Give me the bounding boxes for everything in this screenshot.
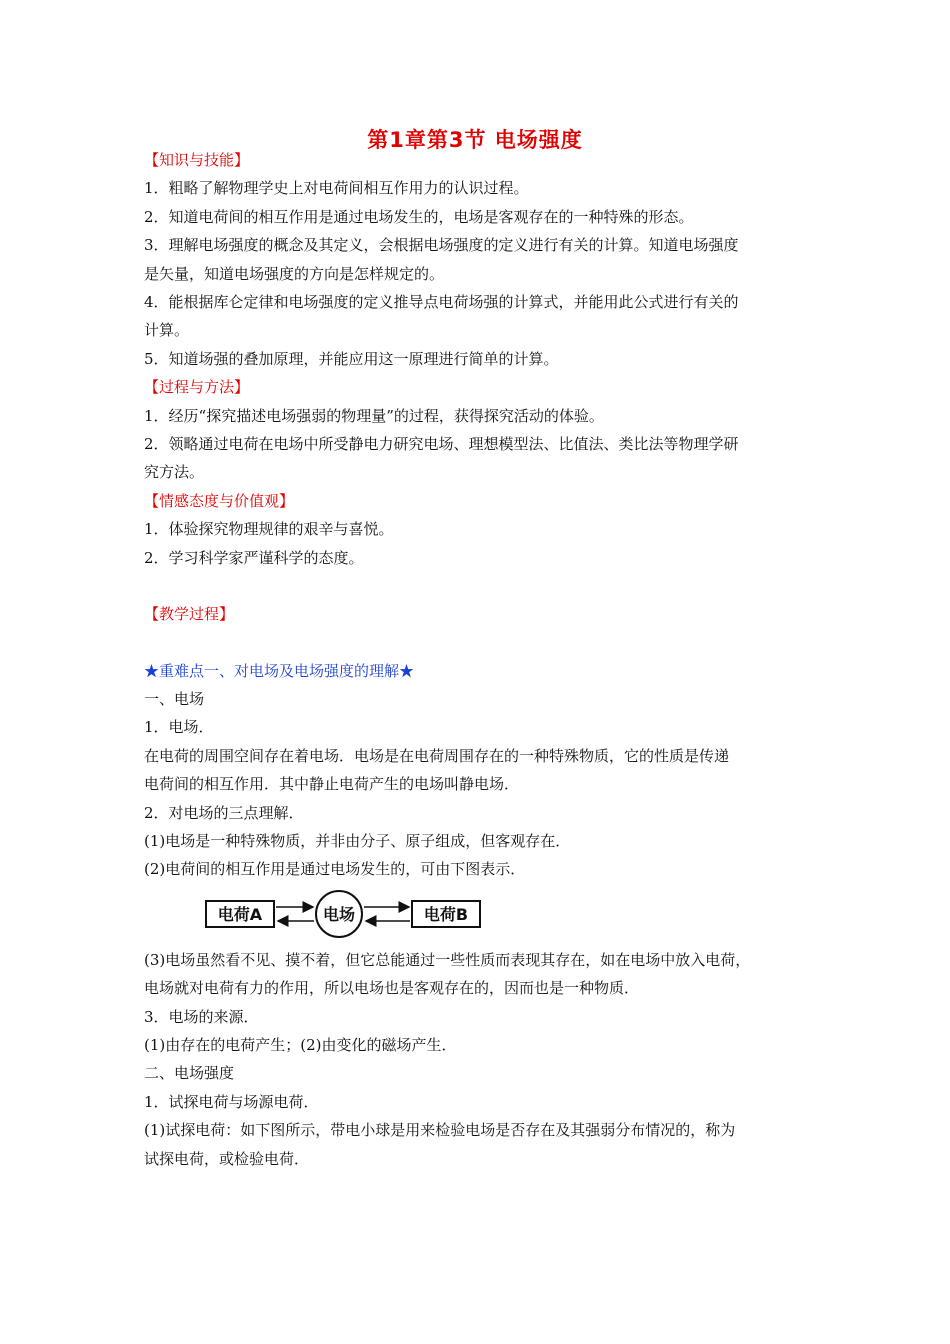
section-heading-knowledge: 【知识与技能】	[144, 151, 250, 169]
body-paragraph: 在电荷的周围空间存在着电场．电场是在电荷周围存在的一种特殊物质，它的性质是传递	[144, 746, 730, 765]
process-item: 2．领略通过电荷在电场中所受静电力研究电场、理想模型法、比值法、类比法等物理学研	[144, 435, 739, 454]
key-point-heading: ★重难点一、对电场及电场强度的理解★	[144, 661, 415, 680]
knowledge-item: 2．知道电荷间的相互作用是通过电场发生的，电场是客观存在的一种特殊的形态。	[144, 207, 694, 226]
charge-b-label: 电荷B	[423, 904, 469, 924]
section-heading-emotion: 【情感态度与价值观】	[144, 491, 295, 510]
charge-a-label: 电荷A	[217, 904, 263, 924]
knowledge-item: 3．理解电场强度的概念及其定义，会根据电场强度的定义进行有关的计算。知道电场强度	[144, 236, 739, 255]
knowledge-item: 1．粗略了解物理学史上对电荷间相互作用力的认识过程。	[144, 179, 529, 198]
page-title: 第1章第3节 电场强度	[367, 128, 583, 152]
body-paragraph: 1．试探电荷与场源电荷．	[144, 1092, 319, 1111]
section-heading-teaching: 【教学过程】	[144, 605, 235, 624]
body-paragraph: (2)电荷间的相互作用是通过电场发生的，可由下图表示．	[144, 860, 526, 879]
field-interaction-diagram	[144, 884, 814, 946]
body-paragraph: 3．电场的来源．	[144, 1007, 259, 1026]
body-paragraph: 1．电场．	[144, 718, 214, 737]
body-paragraph: 电荷间的相互作用．其中静止电荷产生的电场叫静电场．	[144, 775, 520, 794]
process-item: 究方法。	[144, 463, 205, 482]
body-paragraph: 2．对电场的三点理解．	[144, 803, 304, 822]
body-paragraph: 试探电荷，或检验电荷．	[144, 1149, 310, 1168]
knowledge-item: 计算。	[144, 321, 190, 340]
document-body	[144, 146, 814, 1173]
body-paragraph: (1)电场是一种特殊物质，并非由分子、原子组成，但客观存在．	[144, 831, 571, 850]
section-heading-process: 【过程与方法】	[144, 378, 250, 397]
field-label: 电场	[322, 904, 356, 924]
knowledge-item: 5．知道场强的叠加原理，并能应用这一原理进行简单的计算。	[144, 349, 559, 368]
body-paragraph: (3)电场虽然看不见、摸不着，但它总能通过一些性质而表现其存在，如在电场中放入电荷，	[144, 950, 751, 969]
body-paragraph: 一、电场	[144, 689, 205, 708]
body-paragraph: 电场就对电荷有力的作用，所以电场也是客观存在的，因而也是一种物质．	[144, 979, 640, 998]
emotion-item: 1．体验探究物理规律的艰辛与喜悦。	[144, 520, 394, 539]
process-item: 1．经历“探究描述电场强弱的物理量”的过程，获得探究活动的体验。	[144, 406, 604, 425]
knowledge-item: 是矢量，知道电场强度的方向是怎样规定的。	[144, 264, 445, 283]
body-paragraph: (1)试探电荷：如下图所示，带电小球是用来检验电场是否存在及其强弱分布情况的，称为	[144, 1121, 736, 1140]
body-paragraph: (1)由存在的电荷产生；(2)由变化的磁场产生．	[144, 1035, 457, 1054]
emotion-item: 2．学习科学家严谨科学的态度。	[144, 548, 364, 567]
body-paragraph: 二、电场强度	[144, 1064, 235, 1083]
knowledge-item: 4．能根据库仑定律和电场强度的定义推导点电荷场强的计算式，并能用此公式进行有关的	[144, 293, 739, 312]
